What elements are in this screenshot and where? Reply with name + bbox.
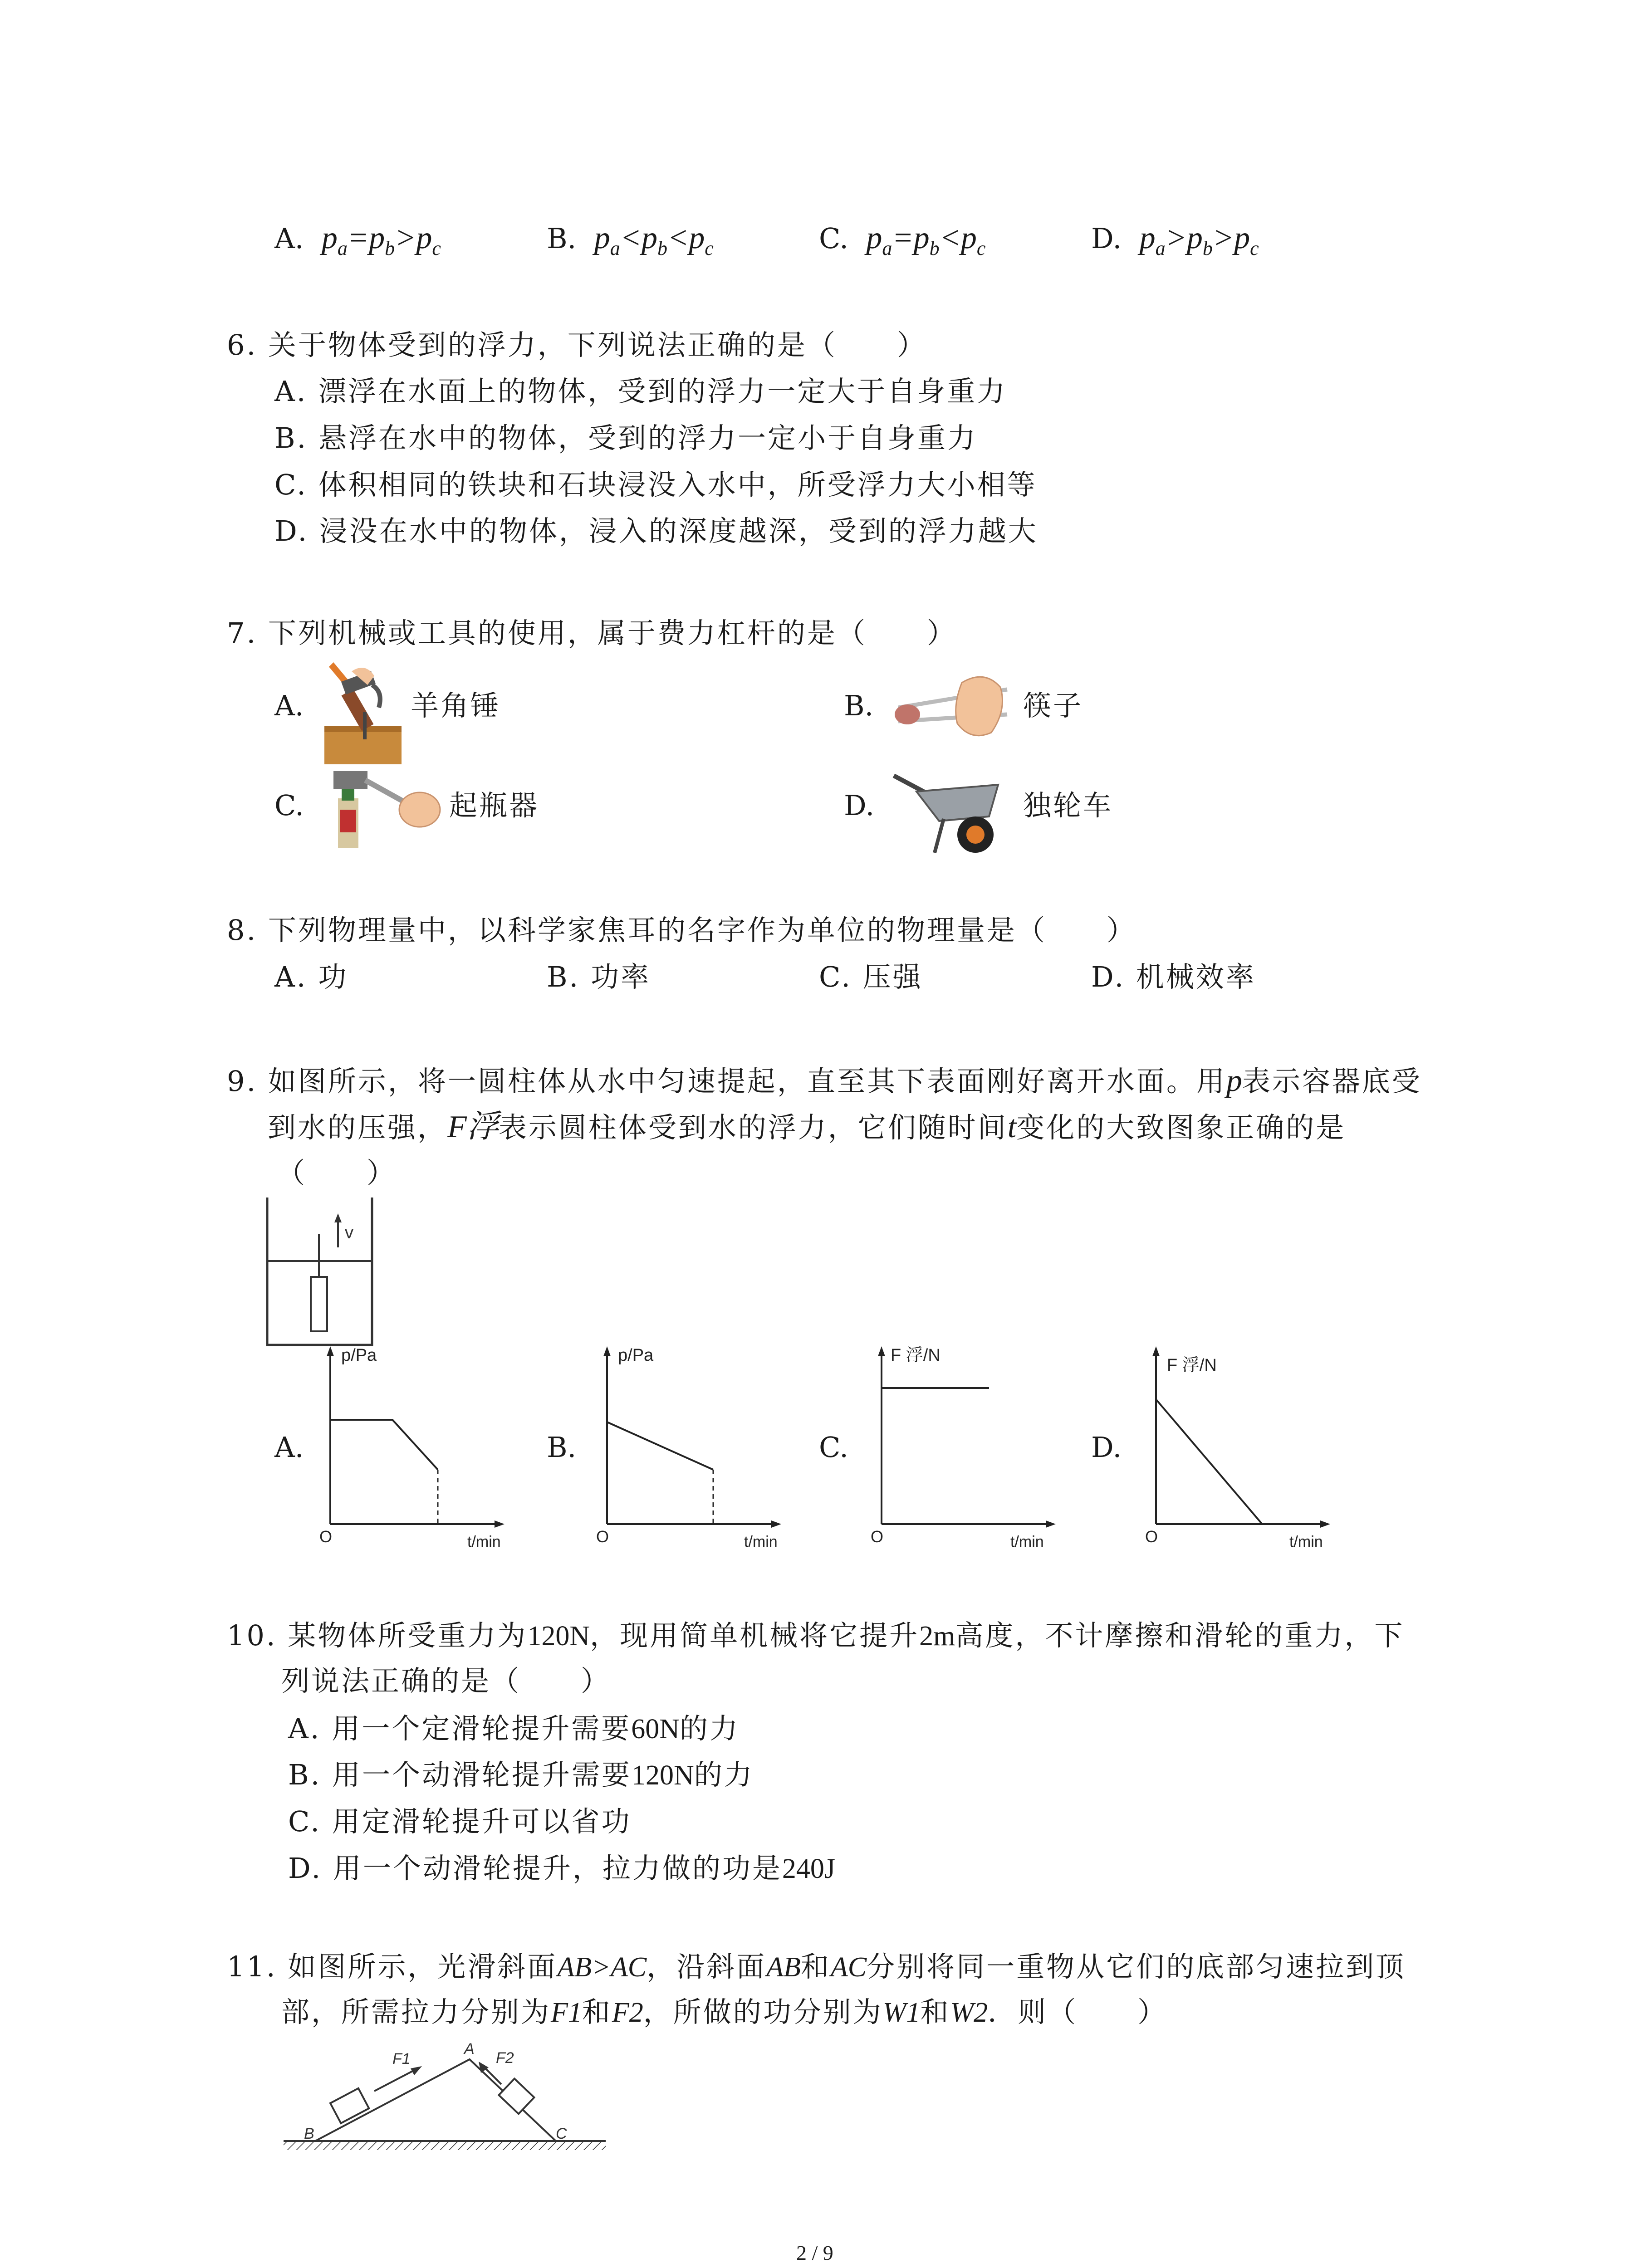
label-c: C [556, 2125, 567, 2142]
q9-stem-line2: 到水的压强，F浮表示圆柱体受到水的浮力，它们随时间t变化的大致图象正确的是 [268, 1110, 1346, 1144]
q8-option-a: A. 功 [274, 960, 348, 993]
q5-option-a: A. $p_a=p_b>p_c$ [274, 220, 441, 259]
q8-option-d: D. 机械效率 [1091, 960, 1256, 993]
q5-option-c: C. $p_a=p_b<p_c$ [819, 220, 986, 259]
svg-text:t/min: t/min [1289, 1533, 1323, 1550]
q8-option-c: C. 压强 [819, 960, 923, 993]
q5-option-b: B. $p_a<p_b<p_c$ [547, 220, 714, 259]
chopsticks-icon [894, 665, 1012, 746]
claw-hammer-icon [324, 658, 402, 764]
q9-graph-d-letter: D. [1091, 1431, 1122, 1464]
svg-text:F 浮/N: F 浮/N [1167, 1356, 1217, 1375]
q7-stem: 7. 下列机械或工具的使用，属于费力杠杆的是（ ） [227, 616, 957, 650]
svg-text:O: O [871, 1527, 884, 1546]
q11-stem-line2: 部，所需拉力分别为F1和F2，所做的功分别为W1和W2．则（ ） [281, 1995, 1168, 2028]
cylinder-in-water-diagram [265, 1198, 374, 1347]
bottle-opener-icon [324, 767, 442, 848]
q9-graph-b [594, 1343, 794, 1556]
q7-option-c-letter: C. [274, 789, 304, 822]
q10-option-d: D. 用一个动滑轮提升，拉力做的功是240J [288, 1852, 836, 1885]
q7-option-d-label: 独轮车 [1023, 789, 1113, 822]
svg-text:F 浮/N: F 浮/N [891, 1346, 941, 1365]
q10-option-b: B. 用一个动滑轮提升需要120N的力 [288, 1758, 754, 1791]
label-f1: F1 [392, 2050, 411, 2068]
q9-graph-c-letter: C. [819, 1431, 848, 1464]
q7-option-d-letter: D. [844, 789, 875, 822]
q9-graph-a-letter: A. [274, 1431, 304, 1464]
svg-text:p/Pa: p/Pa [618, 1346, 654, 1365]
svg-text:t/min: t/min [744, 1533, 778, 1550]
svg-text:t/min: t/min [467, 1533, 501, 1550]
q9-graph-c [869, 1343, 1068, 1556]
q9-graph-d [1143, 1343, 1343, 1556]
q6-option-c: C. 体积相同的铁块和石块浸没入水中，所受浮力大小相等 [274, 468, 1037, 501]
q6-option-a: A. 漂浮在水面上的物体，受到的浮力一定大于自身重力 [274, 375, 1007, 408]
q9-stem-line1: 9. 如图所示，将一圆柱体从水中匀速提起，直至其下表面刚好离开水面。用p表示容器底受 [227, 1063, 1422, 1098]
svg-text:t/min: t/min [1010, 1533, 1044, 1550]
q8-stem: 8. 下列物理量中，以科学家焦耳的名字作为单位的物理量是（ ） [227, 914, 1136, 947]
q7-option-b-letter: B. [844, 689, 874, 722]
label-f2: F2 [496, 2049, 514, 2067]
q10-stem-line1: 10. 某物体所受重力为120N，现用简单机械将它提升2m高度，不计摩擦和滑轮的重力，下 [227, 1619, 1405, 1652]
q7-option-b-label: 筷子 [1023, 689, 1083, 722]
q6-stem: 6. 关于物体受到的浮力，下列说法正确的是（ ） [227, 328, 927, 362]
label-b: B [304, 2125, 314, 2142]
svg-text:p/Pa: p/Pa [341, 1346, 377, 1365]
q7-option-a-letter: A. [274, 689, 304, 722]
q10-option-c: C. 用定滑轮提升可以省功 [288, 1805, 632, 1838]
svg-text:O: O [319, 1527, 333, 1546]
q11-stem-line1: 11. 如图所示，光滑斜面AB>AC，沿斜面AB和AC分别将同一重物从它们的底部匀速拉到顶 [227, 1950, 1406, 1983]
q6-option-d: D. 浸没在水中的物体，浸入的深度越深，受到的浮力越大 [274, 514, 1038, 547]
q9-graph-a [318, 1343, 517, 1556]
label-a: A [464, 2041, 475, 2058]
q8-option-b: B. 功率 [547, 960, 651, 993]
q7-option-c-label: 起瓶器 [449, 789, 539, 822]
page-number: 2 / 9 [796, 2241, 833, 2264]
incline-diagram [279, 2041, 610, 2164]
q6-option-b: B. 悬浮在水中的物体，受到的浮力一定小于自身重力 [274, 421, 977, 455]
q7-option-a-label: 羊角锤 [411, 689, 501, 722]
svg-text:O: O [1145, 1527, 1158, 1546]
q10-stem-line2: 列说法正确的是（ ） [281, 1664, 611, 1697]
svg-text:O: O [596, 1527, 609, 1546]
q5-option-d: D. $p_a>p_b>p_c$ [1091, 220, 1259, 259]
wheelbarrow-icon [889, 767, 1012, 857]
velocity-label: v [345, 1223, 353, 1242]
q10-option-a: A. 用一个定滑轮提升需要60N的力 [288, 1712, 740, 1745]
q9-stem-line3: （ ） [277, 1156, 397, 1189]
q9-graph-b-letter: B. [547, 1431, 577, 1464]
